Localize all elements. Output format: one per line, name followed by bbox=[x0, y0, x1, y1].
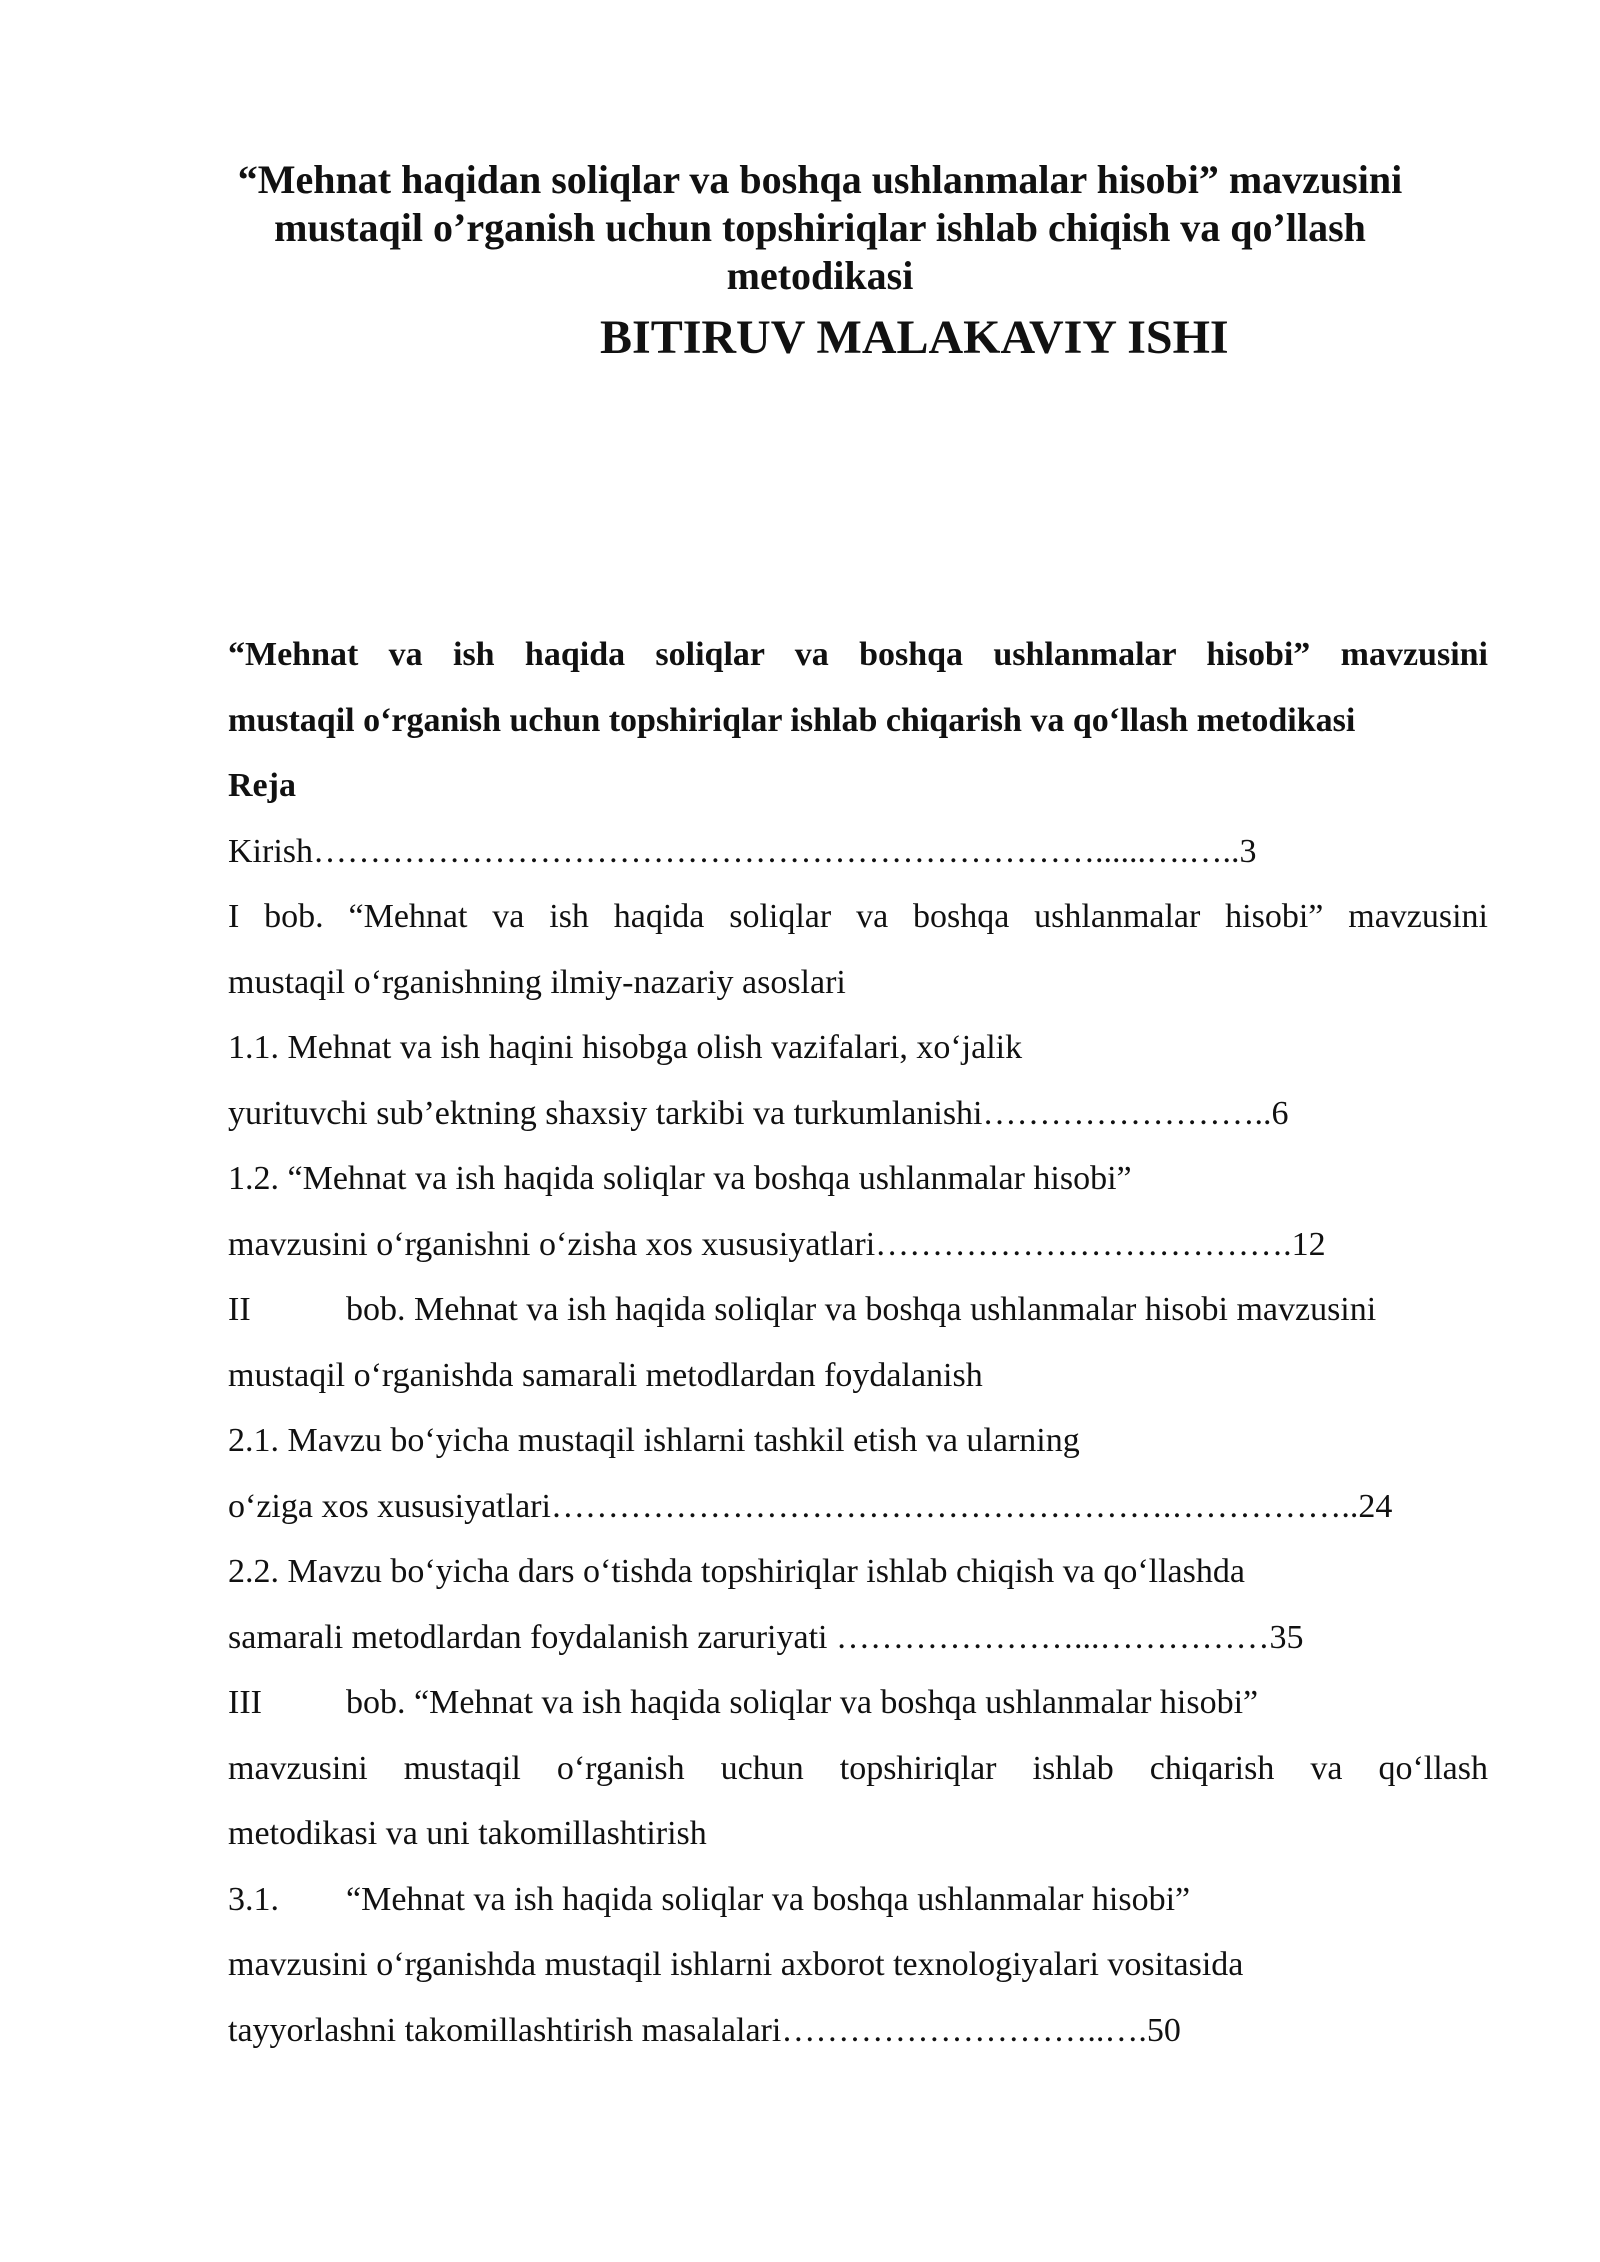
chapter-3-title: bob. “Mehnat va ish haqida soliqlar va boshqa ushlanmalar hisobi” bbox=[346, 1684, 1259, 1721]
toc-entry-intro: Kirish……………………………………………………………......….…..3 bbox=[228, 832, 1257, 870]
toc-chapter-3-line-2: mavzusini mustaqil o‘rganish uchun topshiriqlar ishlab chiqarish va qo‘llash bbox=[228, 1749, 1488, 1787]
title-line-2: mustaqil o’rganish uchun topshiriqlar ishlab chiqish va qo’llash bbox=[274, 205, 1366, 250]
toc-heading-line-1: “Mehnat va ish haqida soliqlar va boshqa ushlanmalar hisobi” mavzusini bbox=[228, 636, 1488, 673]
toc-chapter-2-line-1 bbox=[228, 1277, 1488, 1343]
toc-section-1-1-line-2: yurituvchi sub’ektning shaxsiy tarkibi va turkumlanishi……………………..6 bbox=[228, 1094, 1289, 1132]
toc-section-2-1-line-1: 2.1. Mavzu bo‘yicha mustaqil ishlarni tashkil etish va ularning bbox=[228, 1422, 1080, 1459]
toc-section-1-1-line-1: 1.1. Mehnat va ish haqini hisobga olish vazifalari, xo‘jalik bbox=[228, 1029, 1023, 1066]
document-subtitle: BITIRUV MALAKAVIY ISHI bbox=[600, 311, 1229, 364]
title-line-3: metodikasi bbox=[726, 253, 914, 298]
toc-chapter-1-line-1: I bob. “Mehnat va ish haqida soliqlar va boshqa ushlanmalar hisobi” mavzusini bbox=[228, 898, 1488, 935]
toc-chapter-1-line-2: mustaqil o‘rganishning ilmiy-nazariy asoslari bbox=[228, 963, 846, 1001]
toc-chapter-2-line-2: mustaqil o‘rganishda samarali metodlardan foydalanish bbox=[228, 1356, 983, 1394]
table-of-contents bbox=[228, 622, 1488, 2063]
chapter-2-number: II bbox=[228, 1291, 251, 1328]
section-3-1-number: 3.1. bbox=[228, 1880, 279, 1918]
title-line-1: “Mehnat haqidan soliqlar va boshqa ushlanmalar hisobi” mavzusini bbox=[237, 157, 1403, 202]
chapter-3-number: III bbox=[228, 1684, 262, 1721]
toc-chapter-3-line-1 bbox=[228, 1670, 1488, 1736]
toc-section-2-1-line-2: o‘ziga xos xususiyatlari……………………………………………….……………..24 bbox=[228, 1487, 1393, 1525]
toc-section-2-2-line-2: samarali metodlardan foydalanish zaruriyati …………………...……………35 bbox=[228, 1618, 1304, 1656]
section-3-1-title: “Mehnat va ish haqida soliqlar va boshqa ushlanmalar hisobi” bbox=[346, 1880, 1191, 1918]
chapter-2-title: bob. Mehnat va ish haqida soliqlar va boshqa ushlanmalar hisobi mavzusini bbox=[346, 1291, 1377, 1328]
toc-section-2-2-line-1: 2.2. Mavzu bo‘yicha dars o‘tishda topshiriqlar ishlab chiqish va qo‘llashda bbox=[228, 1553, 1245, 1590]
toc-section-3-1-line-2: mavzusini o‘rganishda mustaqil ishlarni axborot texnologiyalari vositasida bbox=[228, 1946, 1244, 1983]
toc-section-1-2-line-2: mavzusini o‘rganishni o‘zisha xos xususiyatlari……………………………….12 bbox=[228, 1225, 1326, 1263]
toc-chapter-3-line-3: metodikasi va uni takomillashtirish bbox=[228, 1815, 707, 1852]
toc-section-3-1-line-1 bbox=[228, 1867, 1488, 1933]
toc-heading-line-2: mustaqil o‘rganish uchun topshiriqlar ishlab chiqarish va qo‘llash metodikasi bbox=[228, 701, 1356, 739]
document-title bbox=[200, 156, 1440, 300]
toc-section-1-2-line-1: 1.2. “Mehnat va ish haqida soliqlar va boshqa ushlanmalar hisobi” bbox=[228, 1160, 1132, 1197]
toc-section-3-1-line-3: tayyorlashni takomillashtirish masalalari………………………..….50 bbox=[228, 2011, 1181, 2049]
plan-label: Reja bbox=[228, 767, 296, 804]
